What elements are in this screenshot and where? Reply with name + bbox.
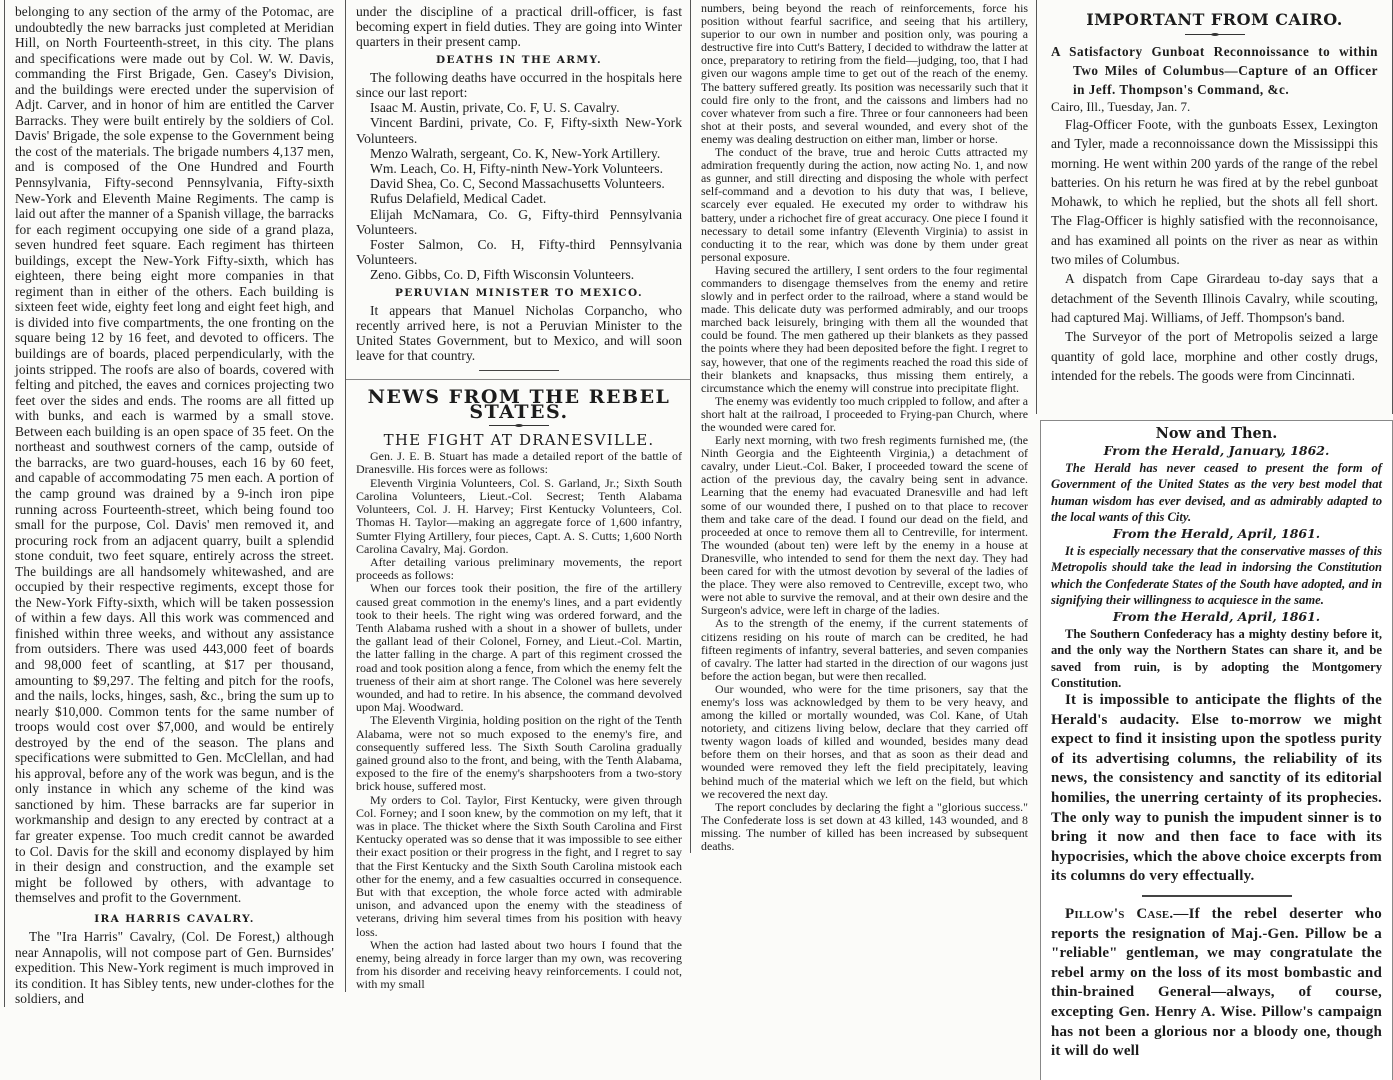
report-paragraph: Our wounded, who were for the time prisoners, say that the enemy's loss was acknowledged by them to be very heavy, and among the killed or mortally wounded, was Col. Kane, of Utah notoriety, and citizens living below, declare that they carried off twenty wagon loads of killed and wounded, besides many dead before them on their horses, and that as soon as their dead and wounded were removed they left the field precipitately, leaving behind much of the material which we left on the field, but which we recovered the next day. <box>701 681 1028 801</box>
report-paragraph: The conduct of the brave, true and heroic Cutts attracted my admiration frequently during the action, now acting No. 1, and now as gunner, and still directing and disposing the whole with perfect self-command and a devotion to his duty that was, I believe, scarcely ever equaled. He executed my order to withdraw his battery, under a richochet fire of great accuracy. One piece I found it necessary to detail some infantry (Eleventh Virginia) to assist in conducting it to the rear, which was done by them under great personal exposure. <box>701 145 1028 264</box>
death-entry: Wm. Leach, Co. H, Fifty-ninth New-York Volunteers. <box>370 161 663 177</box>
rebel-paragraph: Eleventh Virginia Volunteers, Col. S. Garland, Jr.; Sixth South Carolina Volunteers, Lieut.-Col. Secrest; Tenth Alabama Volunteers, Col. J. H. Harvey; First Kentucky Volunteers, Col. Thomas H. Taylor—making an aggregate force of 1,600 infantry, Sumter Flying Artillery, four pieces, Capt. A. S. Cutts; 1,600 North Carolina Cavalry, Maj. Gordon. <box>356 475 682 556</box>
death-entry: Isaac M. Austin, private, Co. F, U. S. Cavalry. <box>370 100 620 116</box>
death-entry: Menzo Walrath, sergeant, Co. K, New-York Artillery. <box>370 145 661 161</box>
rebel-paragraph: The Eleventh Virginia, holding position on the right of the Tenth Alabama, were not so much exposed to the enemy's fire, and consequently suffered less. The Sixth South Carolina gradually gained ground also to the front, and being, with the Tenth Alabama, exposed to the fire of the enemy's sharpshooters from a two-story brick house, suffered most. <box>356 713 682 794</box>
barracks-article: belonging to any section of the army of the Potomac, are undoubtedly the new barracks just completed at Meridian Hill, on North Fourteenth-street, in this city. The plans and specifications were made out by Col. W. W. Davis, commanding the First Brigade, Gen. Casey's Division, and the buildings were erected under the supervision of Adjt. Carver, and in honor of him are entitled the Carver Barracks. They were built entirely by the soldiers of Col. Davis' Brigade, the sole expense to the Government being the cost of the materials. The brigade numbers 4,137 men, and is composed of the One Hundred and Fourth Pennsylvania, Fifty-second Pennsylvania, Fifty-sixth New-York and Eleventh Maine Regiments. The camp is laid out after the manner of a Spanish village, the barracks for each regiment occupying one side of a grand plaza, seven hundred feet square. Each regiment has thirteen buildings, except the New-York Fifty-sixth, which has eighteen, there being eight more companies in that regiment than in either of the others. Each building is sixteen feet wide, eighty feet long and eight feet high, and is divided into five compartments, the one fronting on the square being 12 by 16 feet, and devoted to officers. The buildings are of boards, placed perpendicularly, with the joints stripped. The roofs are also of boards, covered with felting and pitched, the eaves and cornices projecting two feet over the sides and ends. The rooms are all fitted up with bunks, and each is warmed by a small stove. Between each building is an open space of 35 feet. On the northeast and southwest corners of the camp, outside of the barracks, are two guard-houses, each 16 by 60 feet, and capable of accommodating 75 men each. A portion of the camp ground was drained by a 9-inch iron pipe running across Fourteenth-street, which being found too small for the purpose, Col. Davis' men removed it, and procuring rock from an adjacent quarry, built a splendid stone conduit, two feet square, entirely across the street. The buildings are all handsomely whitewashed, and are occupied by their respective regiments, except those for the New-York Fifty-sixth, which will be taken possession of within a few days. All this work was commenced and finished within three weeks, and without any assistance from outsiders. There was used 443,000 feet of boards and 98,000 feet of scantling, at $17 per thousand, amounting to $9,297. The felting and pitch for the roofs, and the nails, locks, hinges, sash, &c., bring the sum up to nearly $10,000. Common tents for the same number of troops would cost over $7,000, and would be entirely destroyed by the end of the season. The plans and specifications were submitted to Gen. McClellan, and had his approval, before any of the work was begun, and is the only instance in which any scheme of the kind was sanctioned by him. These barracks are far superior in workmanship and design to any erected by contract at a far greater expense. Too much credit cannot be awarded to Col. Davis for the skill and economy displayed by him in their design and construction, and the example set might be followed by others, with advantage to themselves and profit to the Government. <box>15 4 334 906</box>
dranesville-title: THE FIGHT AT DRANESVILLE. <box>383 431 655 450</box>
column-2 <box>345 0 690 992</box>
ornament-divider-icon <box>1185 33 1245 36</box>
cairo-dateline: Cairo, Ill., Tuesday, Jan. 7. <box>1051 99 1191 114</box>
cairo-paragraph: The Surveyor of the port of Metropolis seized a large quantity of gold lace, morphine and other costly drugs, intended for the rebels. The goods were from Cincinnati. <box>1051 329 1378 383</box>
cairo-title: IMPORTANT FROM CAIRO. <box>1086 10 1343 29</box>
column-4 <box>1036 0 1393 1080</box>
report-paragraph: As to the strength of the enemy, if the current statements of citizens residing on his route of march can be credited, he had fifteen regiments of infantry, several batteries, and seven companies of cavalry. The latter had started in the direction of our wagons just before the action began, but were then recalled. <box>701 616 1028 683</box>
rebel-states-title: NEWS FROM THE REBEL STATES. <box>367 385 671 423</box>
rebel-paragraph: When the action had lasted about two hours I found that the enemy, being already in force larger than my own, was recovering from his disorder and receiving heavy reinforcements. I could not, with my small <box>356 937 682 992</box>
excerpt-text: The Herald has never ceased to present the form of Government of the United States as the very best model that human wisdom has ever devised, and as admirably adapted to the local wants of this City. <box>1051 461 1382 524</box>
cairo-section <box>1036 0 1393 414</box>
pillow-lead: Pillow's Case. <box>1065 905 1174 922</box>
death-entry: Rufus Delafield, Medical Cadet. <box>370 191 547 207</box>
rebel-paragraph: My orders to Col. Taylor, First Kentucky, were given through Col. Forney; and I soon knew, by the commotion on my left, that it was in place. The thicket where the Sixth South Carolina and First Kentucky operated was so dense that it was impossible to see either their exact position or their progress in the fight, and I regret to say that the First Kentucky and the Sixth South Carolina mistook each other for the enemy, and a few casualties occurred in consequence. But with that exception, the whole force acted with admirable unison, and advanced upon the enemy with the steadiness of veterans, driving him several times from his position with heavy loss. <box>356 792 682 939</box>
report-paragraph: Having secured the artillery, I sent orders to the four regimental commanders to disengage themselves from the enemy and retire slowly and in perfect order to the railroad, where a stand would be made. This delicate duty was performed admirably, and our troops marched back leisurely, bringing with them all the wounded that could be found. The men gathered up their blankets as they passed the points where they had been deposited before the fight. I regret to say, however, that one of the regiments reached the road this side of their blankets and knapsacks, thus missing them entirely, a circumstance which the enemy will construe into precipitate flight. <box>701 262 1028 395</box>
excerpt-text: The Southern Confederacy has a mighty destiny before it, and the only way the Northern States can share it, and be saved from ruin, is by adopting the Montgomery Constitution. <box>1051 627 1382 690</box>
deaths-intro: The following deaths have occurred in the hospitals here since our last report: <box>356 69 682 101</box>
cairo-deck: A Satisfactory Gunboat Reconnoissance to within Two Miles of Columbus—Capture of an Officer in Jeff. Thompson's Command, &c. <box>1051 44 1378 97</box>
report-paragraph: Early next morning, with two fresh regiments furnished me, (the Ninth Georgia and the Eighteenth Virginia,) a detachment of cavalry, under Lieut.-Col. Baker, I proceeded toward the scene of action of the previous day, the cavalry being sent in advance. Learning that the enemy had evacuated Dranesville and had left some of our wounded there, I pushed on to that place to recover them and take care of the dead. I found our dead on the field, and proceeded at once to remove them all to Centreville, for interment. The wounded (about ten) were left by the enemy in a house at Dranesville, who intended to send for them the next day. They had been cared for with the utmost devotion by several of the ladies of the place. They were also removed to Centreville, except two, who were not able to survive the removal, and at their own desire and the Surgeon's advice, were left in charge of the ladies. <box>701 433 1028 618</box>
section-divider <box>1142 895 1292 897</box>
cairo-paragraph: Flag-Officer Foote, with the gunboats Essex, Lexington and Tyler, made a reconnoissance down the Mississippi this morning. He went within 200 yards of the range of the rebel batteries. On his return he was fired at by the rebel gunboat Mohawk, to which he replied, but the shots all fell short. The Flag-Officer is highly satisfied with the reconnoisance, and has examined all points on the river as near as within two miles of Columbus. <box>1051 117 1378 268</box>
excerpt-source: From the Herald, January, 1862. <box>1103 443 1330 458</box>
death-entry: David Shea, Co. C, Second Massachusetts Volunteers. <box>370 176 665 192</box>
ira-harris-heading: IRA HARRIS CAVALRY. <box>94 912 255 925</box>
ira-harris-article: The "Ira Harris" Cavalry, (Col. De Forest,) although near Annapolis, will not compose part of Gen. Burnsides' expedition. This New-York regiment is much improved in its condition. It has Sibley tents, new under-clothes for the soldiers, and <box>15 929 334 1007</box>
deaths-heading: DEATHS IN THE ARMY. <box>435 53 603 66</box>
rebel-paragraph: After detailing various preliminary movements, the report proceeds as follows: <box>356 554 682 583</box>
rebel-states-section <box>346 379 690 992</box>
death-entry: Foster Salmon, Co. H, Fifty-third Pennsylvania Volunteers. <box>356 237 682 268</box>
section-divider <box>479 370 559 371</box>
now-and-then-section <box>1040 420 1393 1080</box>
column-3-dranesville-continued <box>690 0 1036 853</box>
camp-continuation: under the discipline of a practical drill-officer, is fast becoming expert in field duties. They are going into Winter quarters in their present camp. <box>356 4 682 50</box>
ornament-divider-icon <box>489 424 549 427</box>
report-paragraph: numbers, being beyond the reach of reinforcements, force his position without fearful sacrifice, and seeing that his artillery, superior to our own in number and position only, was pouring a destructive fire into Cutt's Battery, I decided to withdraw the latter at once, preparatory to retiring from the field—judging, too, that I had given our wagons ample time to get out of the reach of the enemy. The battery suffered greatly. Its position was necessarily such that it could fire only to the front, and the caissons and limbers had no cover whatever from such a fire. Three or four cannoneers had been shot at their posts, and several wounded, and every shot of the enemy was dealing destruction on either man, limber or horse. <box>701 1 1028 146</box>
column-1-barracks <box>4 0 340 1007</box>
rebel-paragraph: When our forces took their position, the fire of the artillery caused great commotion in the enemy's lines, and a part evidently took to their heels. The right wing was ordered forward, and the Tenth Alabama rushed with a shout in a shower of bullets, under the gallant lead of their Colonel, Forney, and Lieut.-Col. Martin, the latter falling in the charge. A part of this regiment crossed the road and took position along a fence, from which the enemy felt the trueness of their aim at short range. The Colonel was here severely wounded, and had to retire. In his absence, the command devolved upon Maj. Woodward. <box>356 581 682 715</box>
excerpt-source: From the Herald, April, 1861. <box>1112 609 1321 625</box>
report-paragraph: The report concludes by declaring the fight a "glorious success." The Confederate loss is set down at 43 killed, 143 wounded, and 8 missing. The number of killed has been increased by subsequent deaths. <box>701 799 1028 853</box>
peruvian-article: It appears that Manuel Nicholas Corpancho, who recently arrived here, is not a Peruvian Minister to the United States Government, but to Mexico, and will soon leave for that country. <box>356 302 682 364</box>
report-paragraph: The enemy was evidently too much crippled to follow, and after a short halt at the railroad, I proceeded to Frying-pan Church, where the wounded were cared for. <box>701 393 1028 434</box>
peruvian-heading: PERUVIAN MINISTER TO MEXICO. <box>394 286 644 299</box>
excerpt-text: It is especially necessary that the conservative masses of this Metropolis should take the lead in indorsing the Constitution which the Confederate States of the South have adopted, and in signifying their willingness to acquiesce in the same. <box>1051 544 1382 607</box>
death-entry: Vincent Bardini, private, Co. F, Fifty-sixth New-York Volunteers. <box>356 115 682 146</box>
death-entry: Zeno. Gibbs, Co. D, Fifth Wisconsin Volunteers. <box>370 267 635 283</box>
now-and-then-title: Now and Then. <box>1155 425 1278 442</box>
cairo-paragraph: A dispatch from Cape Girardeau to-day says that a detachment of the Seventh Illinois Cavalry, while scouting, had captured Maj. Williams, of Jeff. Thompson's band. <box>1051 271 1378 325</box>
excerpt-source: From the Herald, April, 1861. <box>1112 526 1321 542</box>
rebel-paragraph: Gen. J. E. B. Stuart has made a detailed report of the battle of Dranesville. His forces were as follows: <box>356 449 682 477</box>
herald-commentary: It is impossible to anticipate the flights of the Herald's audacity. Else to-morrow we might expect to find it insisting upon the spotless purity of its advertising columns, the reliability of its news, the consistency and sanctity of its editorial homilies, the unerring certainty of its prophecies. The only way to punish the impudent sinner is to bring it now and then face to face with its hypocrisies, which the above choice excerpts from its columns do very effectually. <box>1051 692 1382 885</box>
pillow-article <box>1051 905 1382 1062</box>
death-entry: Elijah McNamara, Co. G, Fifty-third Pennsylvania Volunteers. <box>356 206 682 237</box>
pillow-text: —If the rebel deserter who reports the resignation of Maj.-Gen. Pillow be a "reliable" gentleman, we may congratulate the rebel army on the loss of its most bombastic and thin-brained General—always, of course, excepting Gen. Henry A. Wise. Pillow's campaign has not been a glorious nor a bloody one, though it will do well <box>1051 905 1382 1060</box>
